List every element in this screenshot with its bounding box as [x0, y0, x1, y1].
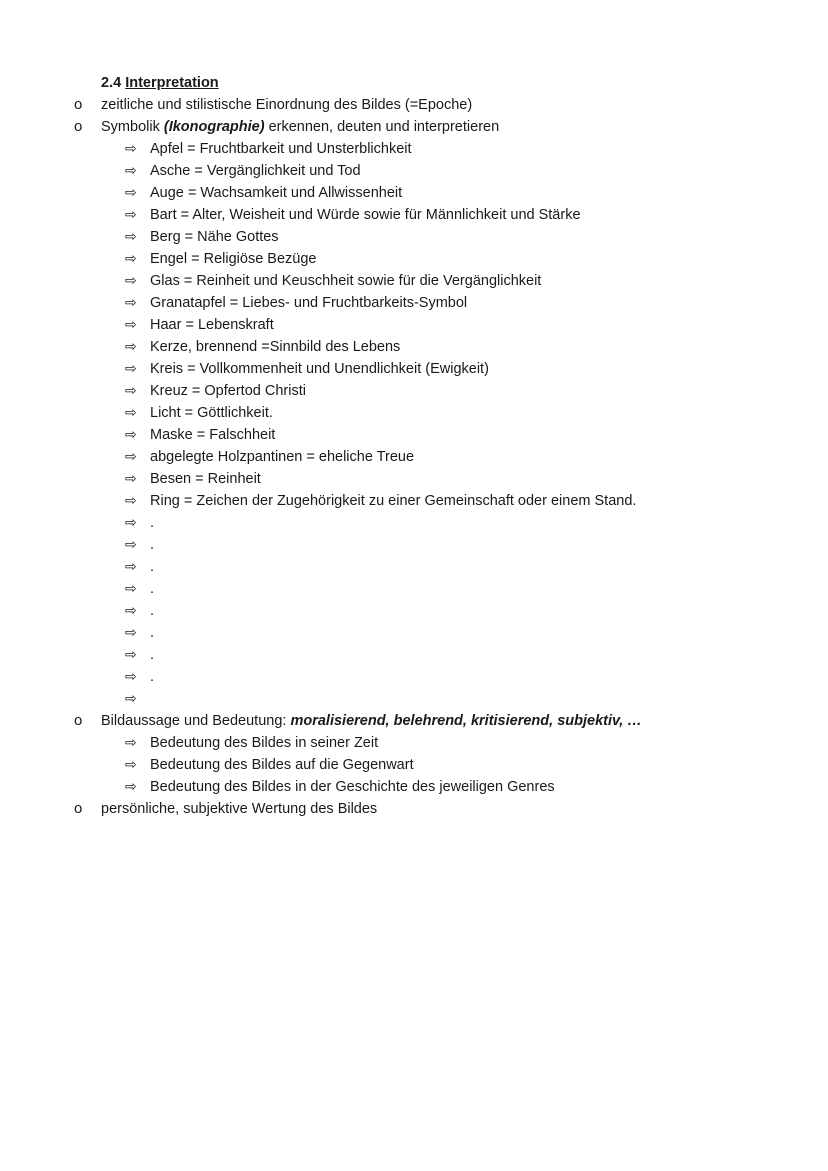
arrow-right-icon: ⇨ — [125, 405, 137, 421]
sub-list-item-text: . — [150, 515, 155, 531]
arrow-right-icon: ⇨ — [125, 185, 137, 201]
sub-list-item-text: . — [150, 581, 155, 597]
sub-list-item-text: Licht = Göttlichkeit. — [150, 405, 273, 421]
arrow-right-icon: ⇨ — [125, 757, 137, 773]
arrow-right-icon: ⇨ — [125, 317, 137, 333]
list-item-text: persönliche, subjektive Wertung des Bildes — [101, 801, 378, 817]
bullet-icon: o — [74, 96, 83, 113]
arrow-right-icon: ⇨ — [125, 735, 137, 751]
sub-list-item-text: Bedeutung des Bildes in seiner Zeit — [150, 735, 379, 751]
section-heading — [101, 73, 219, 93]
sub-list-item-text: . — [150, 669, 155, 685]
arrow-right-icon: ⇨ — [125, 229, 137, 245]
sub-list-item-text: Bedeutung des Bildes in der Geschichte des jeweiligen Genres — [150, 779, 555, 795]
arrow-right-icon: ⇨ — [125, 427, 137, 443]
sub-list-item-text: Haar = Lebenskraft — [150, 317, 274, 333]
sub-list-item-text: Apfel = Fruchtbarkeit und Unsterblichkeit — [150, 141, 412, 157]
bullet-icon: o — [74, 712, 83, 729]
sub-list-item-text: Kreuz = Opfertod Christi — [150, 383, 306, 399]
text-emphasis: (Ikonographie) — [163, 119, 265, 135]
sub-list-item-text: . — [150, 625, 155, 641]
section-number: 2.4 — [101, 75, 122, 91]
arrow-right-icon: ⇨ — [125, 251, 137, 267]
sub-list-item-text: Bart = Alter, Weisheit und Würde sowie für Männlichkeit und Stärke — [150, 207, 581, 223]
arrow-right-icon: ⇨ — [125, 625, 137, 641]
sub-list-item-text: abgelegte Holzpantinen = eheliche Treue — [150, 449, 415, 465]
section-title: Interpretation — [125, 75, 219, 91]
bullet-icon: o — [74, 800, 83, 817]
sub-list-item-text: Bedeutung des Bildes auf die Gegenwart — [150, 757, 414, 773]
sub-list-item-text: . — [150, 559, 155, 575]
sub-list-item-text: . — [150, 603, 155, 619]
sub-list-item-text: . — [150, 537, 155, 553]
sub-list-item-text: Engel = Religiöse Bezüge — [150, 251, 317, 267]
sub-list-item-text: Glas = Reinheit und Keuschheit sowie für die Vergänglichkeit — [150, 273, 542, 289]
arrow-right-icon: ⇨ — [125, 559, 137, 575]
arrow-right-icon: ⇨ — [125, 669, 137, 685]
arrow-right-icon: ⇨ — [125, 691, 137, 707]
sub-list-item-text: Ring = Zeichen der Zugehörigkeit zu einer Gemeinschaft oder einem Stand. — [150, 493, 637, 509]
sub-list-item-text: Kreis = Vollkommenheit und Unendlichkeit (Ewigkeit) — [150, 361, 489, 377]
text-prefix: Bildaussage und Bedeutung: — [101, 713, 291, 729]
arrow-right-icon: ⇨ — [125, 515, 137, 531]
text-prefix: Symbolik — [101, 119, 164, 135]
sub-list-item-text: Asche = Vergänglichkeit und Tod — [150, 163, 361, 179]
arrow-right-icon: ⇨ — [125, 339, 137, 355]
sub-list-item-text: . — [150, 647, 155, 663]
arrow-right-icon: ⇨ — [125, 295, 137, 311]
arrow-right-icon: ⇨ — [125, 273, 137, 289]
list-item-text — [101, 116, 499, 138]
sub-list-item-text: Maske = Falschheit — [150, 427, 276, 443]
arrow-right-icon: ⇨ — [125, 581, 137, 597]
arrow-right-icon: ⇨ — [125, 361, 137, 377]
bullet-icon: o — [74, 118, 83, 135]
sub-list-item-text: Granatapfel = Liebes- und Fruchtbarkeits-Symbol — [150, 295, 468, 311]
arrow-right-icon: ⇨ — [125, 141, 137, 157]
sub-list-item-text: Kerze, brennend =Sinnbild des Lebens — [150, 339, 401, 355]
arrow-right-icon: ⇨ — [125, 493, 137, 509]
arrow-right-icon: ⇨ — [125, 383, 137, 399]
list-item-text: zeitliche und stilistische Einordnung des Bildes (=Epoche) — [101, 97, 473, 113]
arrow-right-icon: ⇨ — [125, 779, 137, 795]
sub-list-item-text: Berg = Nähe Gottes — [150, 229, 279, 245]
sub-list-item-text: Besen = Reinheit — [150, 471, 261, 487]
arrow-right-icon: ⇨ — [125, 471, 137, 487]
arrow-right-icon: ⇨ — [125, 207, 137, 223]
arrow-right-icon: ⇨ — [125, 449, 137, 465]
text-emphasis: moralisierend, belehrend, kritisierend, subjektiv, … — [290, 713, 642, 729]
arrow-right-icon: ⇨ — [125, 163, 137, 179]
arrow-right-icon: ⇨ — [125, 603, 137, 619]
list-item-text — [101, 710, 642, 732]
text-suffix: erkennen, deuten und interpretieren — [264, 119, 500, 135]
sub-list-item-text: Auge = Wachsamkeit und Allwissenheit — [150, 185, 403, 201]
arrow-right-icon: ⇨ — [125, 647, 137, 663]
arrow-right-icon: ⇨ — [125, 537, 137, 553]
